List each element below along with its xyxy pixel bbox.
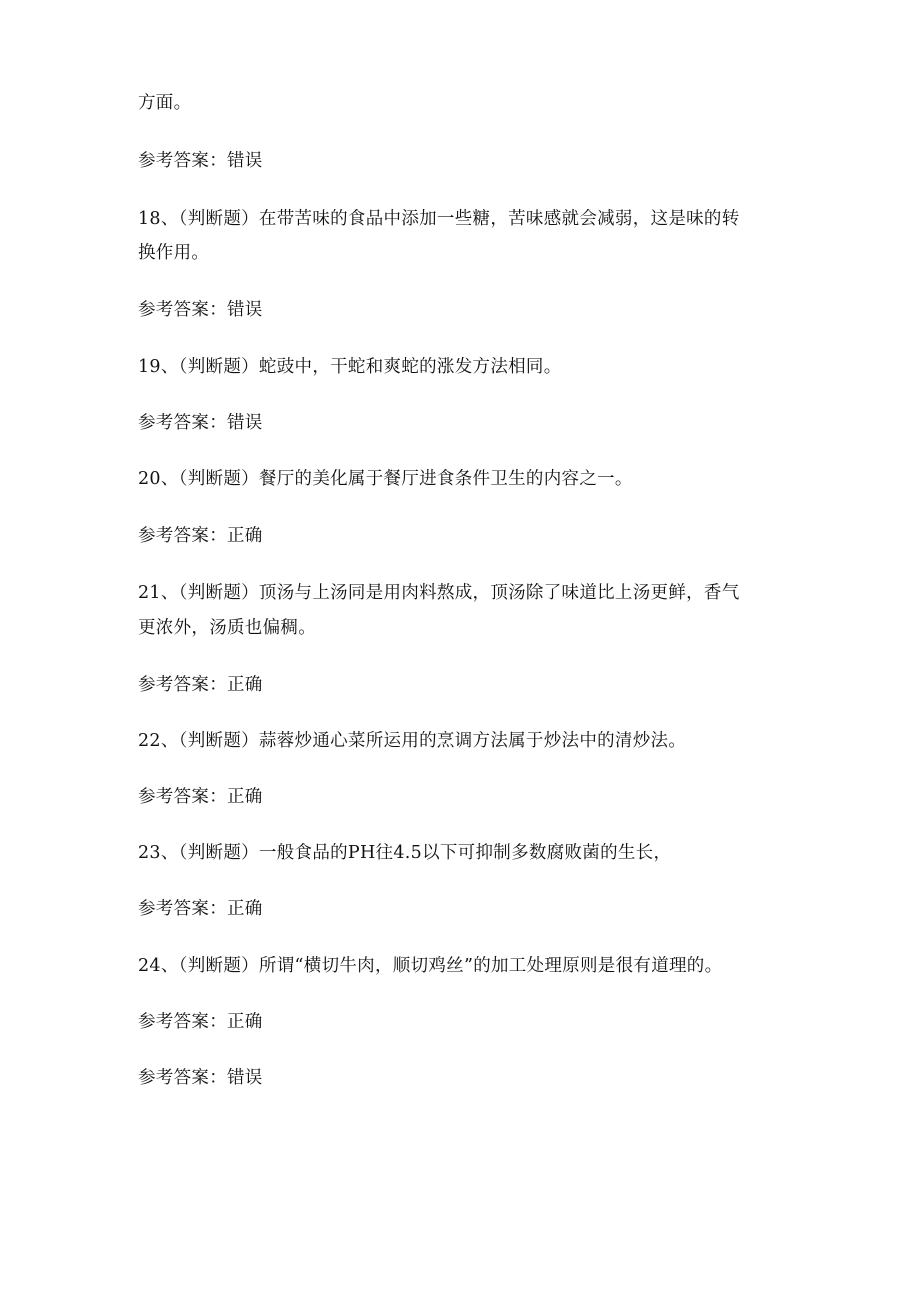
q23-text: 23、（判断题）一般食品的PH往4.5以下可抑制多数腐败菌的生长， <box>138 843 672 863</box>
q19-text: 19、（判断题）蛇豉中，干蛇和爽蛇的涨发方法相同。 <box>138 357 562 377</box>
q24-text: 24、（判断题）所谓“横切牛肉，顺切鸡丝”的加工处理原则是很有道理的。 <box>138 956 723 976</box>
q22-answer: 参考答案：正确 <box>138 787 263 807</box>
q21-text-line-2: 更浓外，汤质也偏稠。 <box>138 618 316 638</box>
q19-answer: 参考答案：错误 <box>138 413 263 433</box>
q18-answer: 参考答案：错误 <box>138 300 263 320</box>
q17-text-continuation: 方面。 <box>138 93 192 113</box>
q20-text: 20、（判断题）餐厅的美化属于餐厅进食条件卫生的内容之一。 <box>138 469 633 489</box>
q23-answer: 参考答案：正确 <box>138 899 263 919</box>
q20-answer: 参考答案：正确 <box>138 526 263 546</box>
q21-text-line-1: 21、（判断题）顶汤与上汤同是用肉料熬成，顶汤除了味道比上汤更鲜，香气 <box>138 583 740 603</box>
q21-answer: 参考答案：正确 <box>138 675 263 695</box>
q24-answer: 参考答案：正确 <box>138 1012 263 1032</box>
q18-text-line-1: 18、（判断题）在带苦味的食品中添加一些糖，苦味感就会减弱，这是味的转 <box>138 209 740 229</box>
document-page <box>138 0 810 1301</box>
q18-text-line-2: 换作用。 <box>138 243 210 263</box>
q17-answer: 参考答案：错误 <box>138 151 263 171</box>
extra-answer: 参考答案：错误 <box>138 1068 263 1088</box>
q22-text: 22、（判断题）蒜蓉炒通心菜所运用的烹调方法属于炒法中的清炒法。 <box>138 731 687 751</box>
